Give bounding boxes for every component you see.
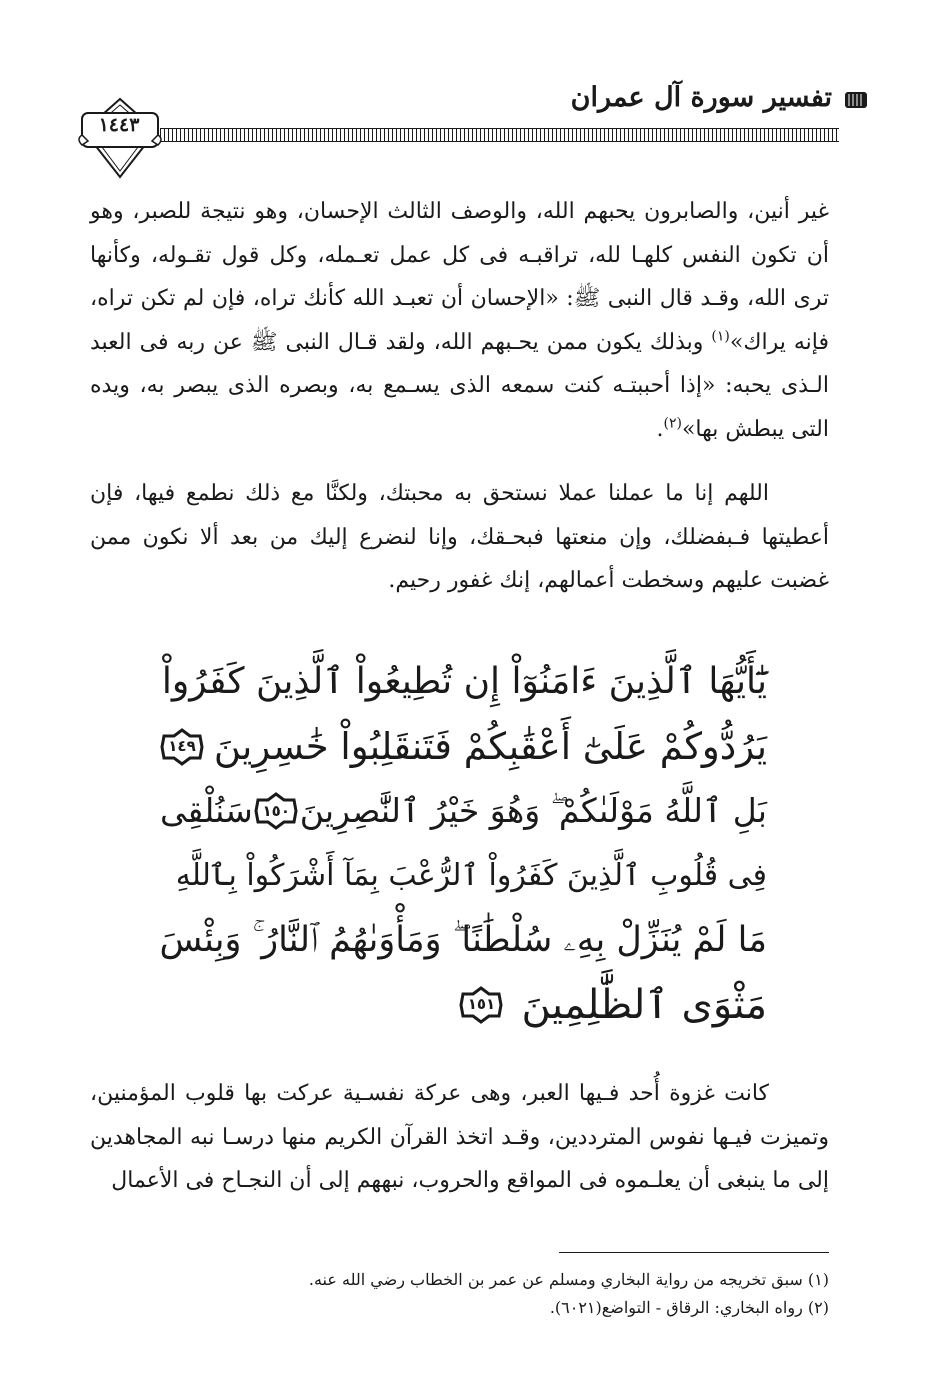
verse-line-5-text: مَا لَمْ يُنَزِّلْ بِهِۦ سُلْطَٰنًا ۖ وَمَأْوَىٰهُمُ ٱلنَّارُ ۚ وَبِئْسَ (159, 920, 767, 960)
verse-line-3 (160, 779, 767, 844)
page-number-badge (76, 95, 164, 181)
ayah-number-150-text: ١٥٠ (262, 801, 290, 820)
ayah-number-150 (254, 792, 298, 830)
verse-line-1 (160, 650, 767, 715)
verse-line-5 (160, 908, 767, 973)
ayah-number-149-text: ١٤٩ (168, 737, 196, 756)
footnote-separator (559, 1252, 829, 1253)
verse-line-4 (160, 844, 767, 909)
verse-line-3b-text: سَنُلْقِى (160, 791, 253, 830)
paragraph-1-text: غير أنين، والصابرون يحبهم الله، والوصف الثالث الإحسان، وهو نتيجة للصبر، وهو أن تكون النفس كلهـا لله، تراقبـه فى كل عمل تعـمله، وكل قول تقـوله، وكأنها ترى الله، وقـد قال النبى ﷺ: «الإحسان أن تعبـد الله كأنك تراه، فإن لم تكن تراه، فإنه يراك» (90, 199, 829, 355)
footnote-marker-1[interactable]: (١) (711, 328, 730, 345)
running-header-title: تفسير سورة آل عمران (570, 82, 832, 113)
footnote-2: (٢) رواه البخاري: الرقاق - التواضع(٦٠٢١). (549, 1298, 829, 1317)
footnote-1: (١) سبق تخريجه من رواية البخاري ومسلم عن عمر بن الخطاب رضي الله عنه. (308, 1270, 829, 1289)
verse-line-2 (160, 715, 767, 780)
verse-line-6-text: مَثْوَى ٱلظَّٰلِمِينَ (521, 981, 767, 1028)
header-ornament-icon (843, 90, 869, 110)
ayah-number-151-text: ١٥١ (467, 995, 496, 1014)
header-rule (160, 128, 839, 142)
paragraph-2: اللهم إنا ما عملنا عملا نستحق به محبتك، ولكنَّا مع ذلك نطمع فيها، فإن أعطيتها فـبفضلك، وإن منعتها فبحـقك، وإنا لنضرع إليك من بعد ألا نكون ممن غضبت عليهم وسخطت أعمالهم، إنك غفور رحيم. (90, 481, 829, 593)
paragraph-1 (90, 190, 829, 451)
verse-line-4-text: فِى قُلُوبِ ٱلَّذِينَ كَفَرُواْ ٱلرُّعْبَ بِمَآ أَشْرَكُواْ بِٱللَّهِ (175, 857, 767, 893)
quran-verses (160, 650, 767, 1037)
page-number: ١٤٤٣ (98, 114, 140, 136)
paragraph-1-text-b: وبذلك يكون ممن يحـبهم الله، ولقد قـال النبى ﷺ عن ربه فى العبد الـذى يحبه: «إذا أحببتـه كنت سمعه الذى يسـمع به، وبصره الذى يبصر به، ويده التى يبطش بها» (90, 329, 829, 442)
paragraph-3: كانت غزوة أُحد فـيها العبر، وهى عركة نفسـية عركت بها قلوب المؤمنين، وتميزت فيـها نفوس المترددين، وقـد اتخذ القرآن الكريم منها درسـا نبه المجاهدين إلى ما ينبغى أن يعلـموه فى المواقع والحروب، نبههم إلى أن النجـاح فى الأعمال (90, 1081, 829, 1193)
verse-line-1-text: يَٰٓأَيُّهَا ٱلَّذِينَ ءَامَنُوٓاْ إِن تُطِيعُواْ ٱلَّذِينَ كَفَرُواْ (161, 661, 767, 702)
verse-line-3-text: بَلِ ٱللَّهُ مَوْلَىٰكُمْ ۖ وَهُوَ خَيْرُ ٱلنَّٰصِرِينَ (299, 791, 767, 830)
verse-line-6 (160, 973, 767, 1038)
ayah-number-151 (459, 986, 503, 1024)
footnote-marker-2[interactable]: (٢) (663, 415, 682, 432)
verse-line-2-text: يَرُدُّوكُمْ عَلَىٰٓ أَعْقَٰبِكُمْ فَتَنقَلِبُواْ خَٰسِرِينَ (213, 724, 767, 768)
paragraph-1-text-c: . (656, 416, 664, 442)
ayah-number-149 (160, 728, 204, 766)
